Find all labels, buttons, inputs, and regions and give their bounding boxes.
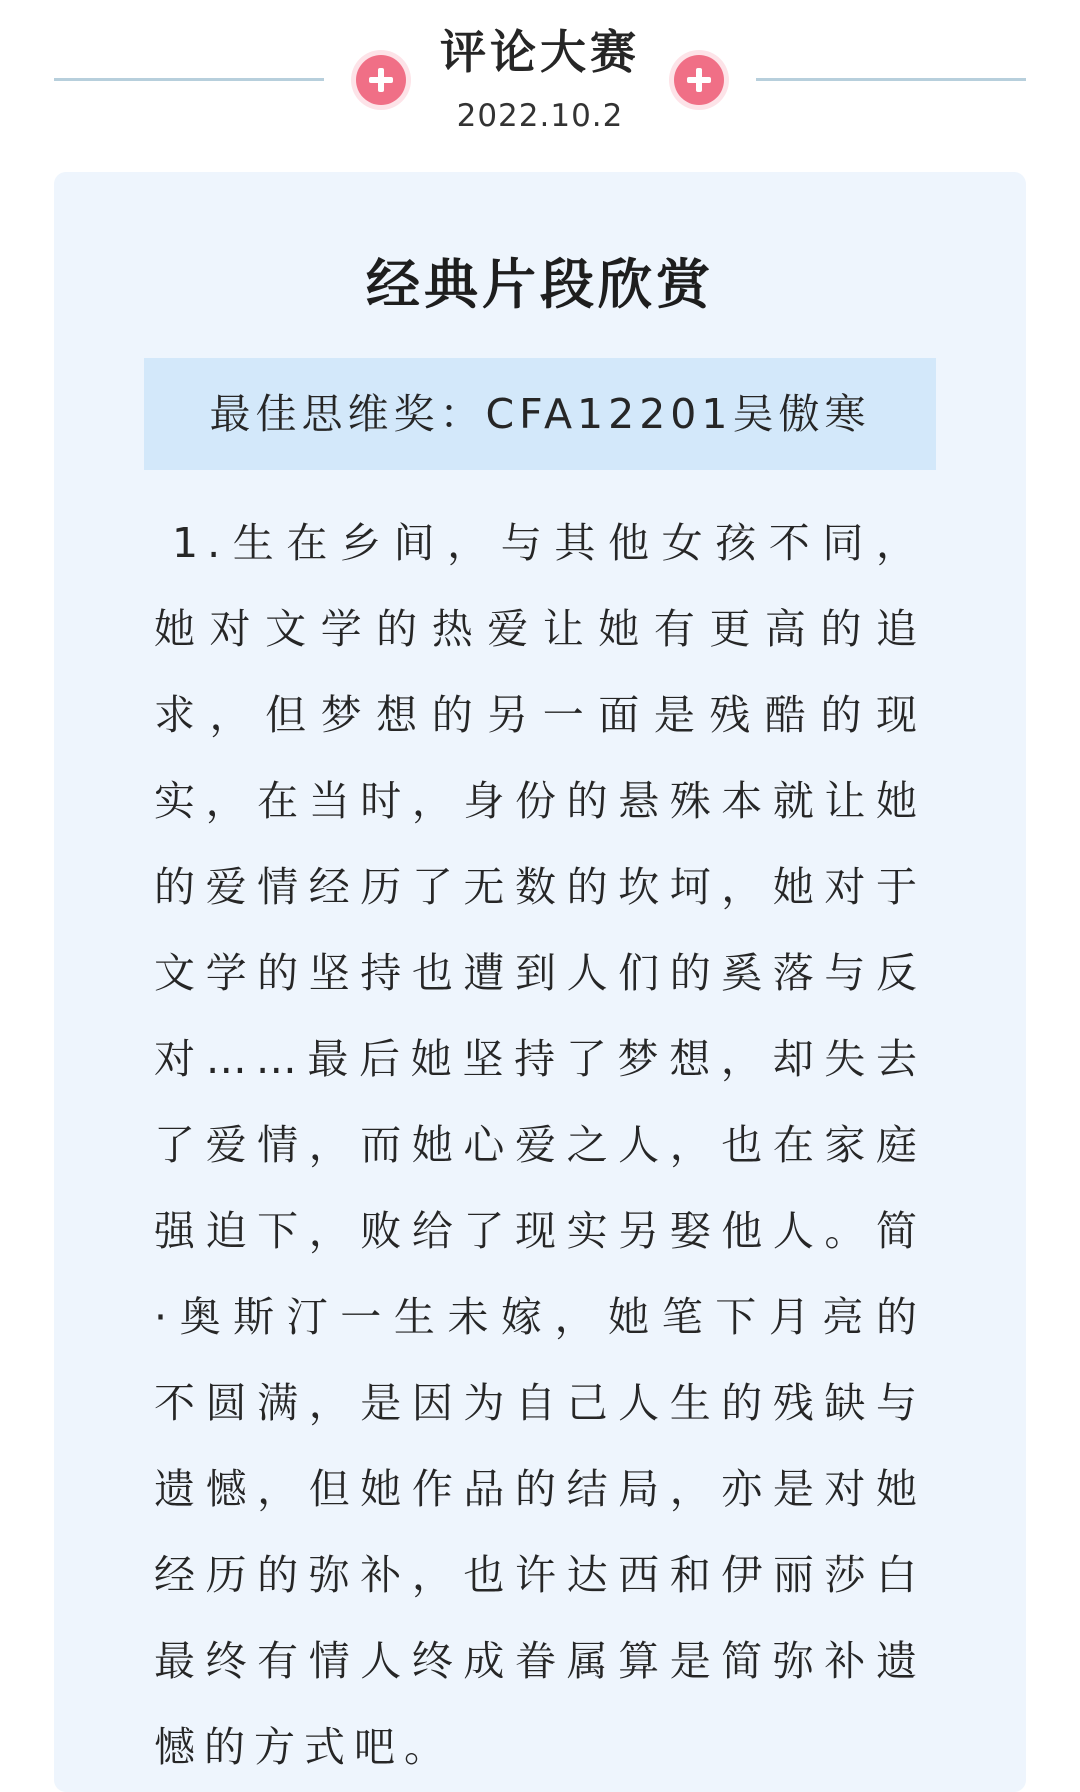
award-winner: CFA12201吴傲寒 [485, 390, 871, 438]
section-title: 经典片段欣赏 [366, 253, 714, 316]
header-divider-right [756, 78, 1026, 81]
award-label: 最佳思维奖： [209, 390, 486, 438]
review-paragraph: 1.生在乡间，与其他女孩不同，她对文学的热爱让她有更高的追求，但梦想的另一面是残酷的现实，在当时，身份的悬殊本就让她的爱情经历了无数的坎坷，她对于文学的坚持也遭到人们的奚落与反对……最后她坚持了梦想，却失去了爱情，而她心爱之人，也在家庭强迫下，败给了现实另娶他人。简·奥斯汀一生未嫁，她笔下月亮的不圆满，是因为自己人生的残缺与遗憾，但她作品的结局，亦是对她经历的弥补，也许达西和伊丽莎白最终有情人终成眷属算是简弥补遗憾的方式吧。 [154, 519, 926, 1771]
award-text [144, 358, 936, 470]
header [0, 0, 1080, 160]
content-card [54, 172, 1026, 1792]
plus-icon [674, 55, 724, 105]
header-divider-left [54, 78, 324, 81]
award-banner [144, 358, 936, 470]
page-title: 评论大赛 [440, 25, 640, 79]
page-date: 2022.10.2 [456, 98, 624, 134]
plus-icon [356, 55, 406, 105]
